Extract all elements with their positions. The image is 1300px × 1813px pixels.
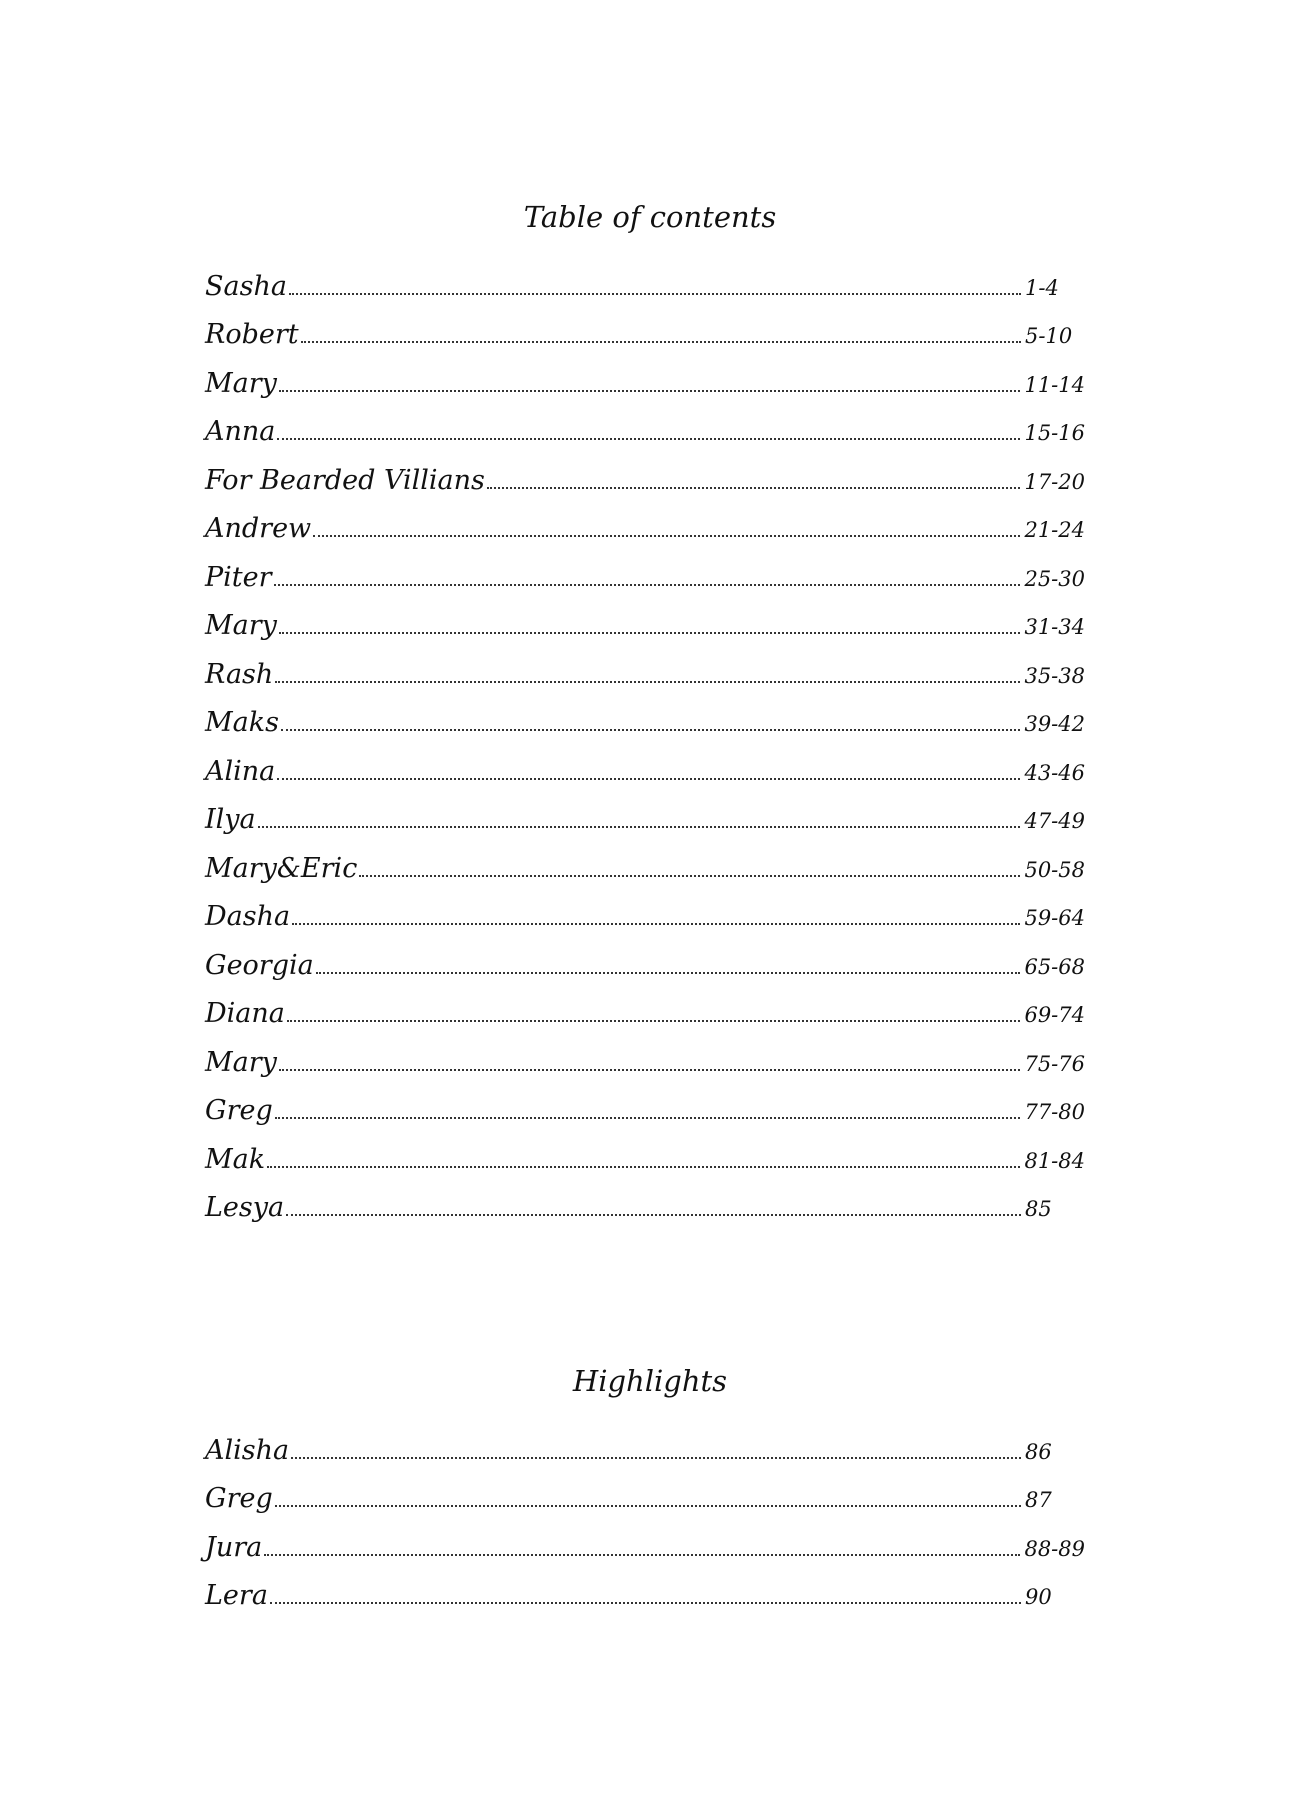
toc-entry[interactable] bbox=[205, 400, 1085, 449]
entry-pages: 88-89 bbox=[1024, 1536, 1085, 1561]
dot-leader bbox=[301, 341, 1021, 343]
entry-pages: 81-84 bbox=[1024, 1148, 1085, 1173]
entry-pages: 11-14 bbox=[1024, 372, 1085, 397]
entry-name: Mary bbox=[205, 367, 277, 399]
entry-pages: 75-76 bbox=[1024, 1051, 1085, 1076]
entry-name: Georgia bbox=[205, 949, 314, 981]
entry-pages: 86 bbox=[1025, 1439, 1052, 1464]
entry-name: Anna bbox=[205, 416, 276, 447]
entry-pages: 1-4 bbox=[1025, 275, 1059, 300]
toc-entry[interactable] bbox=[205, 982, 1085, 1031]
dot-leader bbox=[258, 826, 1021, 828]
dot-leader bbox=[275, 1505, 1021, 1507]
dot-leader bbox=[313, 535, 1020, 537]
toc-entry[interactable] bbox=[205, 497, 1085, 546]
entry-name: Alisha bbox=[205, 1434, 290, 1466]
entry-name: Mary&Eric bbox=[205, 852, 358, 884]
entry-pages: 21-24 bbox=[1024, 518, 1085, 542]
entry-name: Alina bbox=[205, 755, 276, 787]
dot-leader bbox=[287, 1020, 1021, 1022]
dot-leader bbox=[487, 487, 1021, 489]
entry-pages: 31-34 bbox=[1024, 615, 1085, 639]
dot-leader bbox=[279, 1069, 1021, 1071]
entry-pages: 50-58 bbox=[1024, 857, 1085, 882]
dot-leader bbox=[359, 875, 1020, 877]
toc-entry[interactable] bbox=[205, 1176, 1085, 1225]
dot-leader bbox=[275, 681, 1020, 683]
entry-name: Piter bbox=[205, 561, 272, 593]
highlight-entry[interactable] bbox=[205, 1418, 1085, 1467]
dot-leader bbox=[267, 1166, 1020, 1168]
entry-pages: 5-10 bbox=[1025, 324, 1073, 348]
highlights-list bbox=[205, 1418, 1085, 1612]
entry-name: Lesya bbox=[205, 1192, 285, 1223]
entry-name: Diana bbox=[205, 998, 285, 1029]
dot-leader bbox=[286, 1214, 1021, 1216]
highlight-entry[interactable] bbox=[205, 1515, 1085, 1564]
entry-name: Mak bbox=[205, 1143, 266, 1175]
dot-leader bbox=[275, 1117, 1021, 1119]
toc-entry[interactable] bbox=[205, 788, 1085, 837]
entry-pages: 47-49 bbox=[1024, 809, 1085, 833]
dot-leader bbox=[279, 390, 1021, 392]
dot-leader bbox=[292, 923, 1020, 925]
entry-name: Mary bbox=[205, 610, 277, 641]
entry-pages: 39-42 bbox=[1024, 712, 1085, 736]
entry-name: Dasha bbox=[205, 901, 291, 932]
toc-entry[interactable] bbox=[205, 448, 1085, 497]
dot-leader bbox=[291, 1457, 1021, 1459]
entry-name: Greg bbox=[205, 1483, 273, 1514]
dot-leader bbox=[277, 778, 1020, 780]
toc-entry[interactable] bbox=[205, 739, 1085, 788]
toc-entry[interactable] bbox=[205, 885, 1085, 934]
entry-pages: 43-46 bbox=[1024, 760, 1085, 785]
dot-leader bbox=[264, 1554, 1020, 1556]
highlight-entry[interactable] bbox=[205, 1564, 1085, 1613]
toc-entry[interactable] bbox=[205, 1127, 1085, 1176]
entry-name: Sasha bbox=[205, 270, 287, 302]
entry-pages: 17-20 bbox=[1024, 469, 1085, 494]
dot-leader bbox=[281, 729, 1020, 731]
toc-entry[interactable] bbox=[205, 836, 1085, 885]
entry-name: Robert bbox=[205, 319, 299, 350]
entry-name: Rash bbox=[205, 658, 274, 690]
toc-entry[interactable] bbox=[205, 933, 1085, 982]
toc-entry[interactable] bbox=[205, 594, 1085, 643]
highlights-title: Highlights bbox=[572, 1364, 728, 1398]
dot-leader bbox=[289, 293, 1021, 295]
entry-name: Andrew bbox=[205, 513, 312, 544]
entry-pages: 15-16 bbox=[1024, 421, 1085, 445]
dot-leader bbox=[277, 438, 1020, 440]
entry-pages: 85 bbox=[1025, 1197, 1052, 1221]
entry-name: Greg bbox=[205, 1095, 273, 1126]
entry-pages: 65-68 bbox=[1024, 954, 1085, 979]
entry-name: Lera bbox=[205, 1580, 268, 1611]
toc-entry[interactable] bbox=[205, 303, 1085, 352]
entry-name: For Bearded Villians bbox=[205, 464, 485, 496]
entry-pages: 35-38 bbox=[1024, 663, 1085, 688]
dot-leader bbox=[279, 632, 1021, 634]
entry-pages: 59-64 bbox=[1024, 906, 1085, 930]
entry-name: Ilya bbox=[205, 804, 256, 835]
entry-pages: 90 bbox=[1025, 1585, 1052, 1609]
toc-entry[interactable] bbox=[205, 545, 1085, 594]
entry-name: Jura bbox=[205, 1531, 263, 1563]
entry-name: Maks bbox=[205, 707, 279, 738]
entry-pages: 69-74 bbox=[1024, 1003, 1085, 1027]
entry-name: Mary bbox=[205, 1046, 277, 1078]
toc-entry[interactable] bbox=[205, 254, 1085, 303]
toc-entry[interactable] bbox=[205, 351, 1085, 400]
toc-title: Table of contents bbox=[523, 200, 777, 234]
toc-list bbox=[205, 254, 1085, 1224]
dot-leader bbox=[274, 584, 1021, 586]
entry-pages: 25-30 bbox=[1024, 566, 1085, 591]
dot-leader bbox=[270, 1602, 1021, 1604]
entry-pages: 87 bbox=[1025, 1488, 1052, 1512]
toc-entry[interactable] bbox=[205, 1079, 1085, 1128]
toc-entry[interactable] bbox=[205, 1030, 1085, 1079]
toc-entry[interactable] bbox=[205, 691, 1085, 740]
highlight-entry[interactable] bbox=[205, 1467, 1085, 1516]
dot-leader bbox=[316, 972, 1021, 974]
entry-pages: 77-80 bbox=[1024, 1100, 1085, 1124]
toc-entry[interactable] bbox=[205, 642, 1085, 691]
